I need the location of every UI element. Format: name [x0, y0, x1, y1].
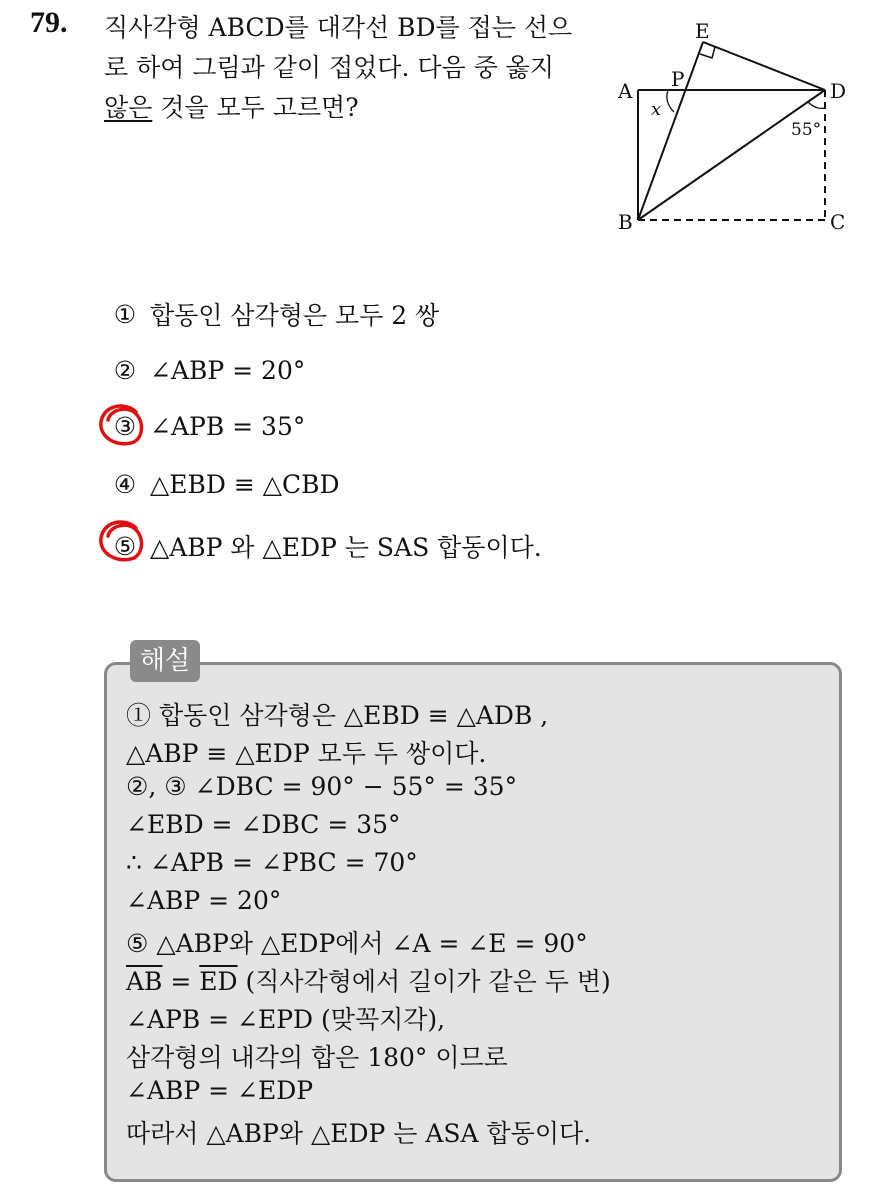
label-55: 55° [791, 120, 822, 140]
solution-line: ∠APB = ∠EPD (맞꼭지각), [126, 1005, 446, 1034]
overline-rest: (직사각형에서 길이가 같은 두 변) [237, 967, 611, 996]
diagonal-BD [638, 90, 825, 220]
segment-ED [703, 42, 825, 90]
equals: = [162, 967, 200, 996]
choice-number: ① [113, 299, 137, 329]
solution-line: 따라서 △ABP와 △EDP 는 ASA 합동이다. [126, 1119, 592, 1148]
question-number: 79. [30, 6, 68, 39]
choice-text: 합동인 삼각형은 모두 2 쌍 [150, 301, 440, 330]
question-line-3-rest: 것을 모두 고르면? [160, 93, 359, 122]
angle-x-arc [667, 90, 674, 112]
choice-number: ④ [113, 470, 137, 499]
choice-text: △ABP 와 △EDP 는 SAS 합동이다. [150, 533, 542, 562]
solution-line: ⑤ △ABP와 △EDP에서 ∠A = ∠E = 90° [126, 929, 588, 958]
question-text [104, 8, 594, 128]
solution-line: ∠ABP = 20° [126, 886, 282, 915]
solution-line-overline [126, 962, 611, 998]
underlined-word: 않은 [104, 93, 153, 122]
solution-line: ∠ABP = ∠EDP [126, 1076, 314, 1105]
solution-line: ∴ ∠APB = ∠PBC = 70° [126, 848, 418, 877]
solution-line: ∠EBD = ∠DBC = 35° [126, 810, 401, 839]
choice-text: ∠ABP = 20° [150, 356, 306, 385]
choice-4[interactable] [108, 470, 340, 499]
label-x: x [651, 99, 662, 120]
label-E: E [695, 19, 710, 43]
question-line-1: 직사각형 ABCD를 대각선 BD를 접는 선으 [104, 13, 573, 42]
question-line-2: 로 하여 그림과 같이 접었다. 다음 중 옳지 [104, 53, 554, 82]
choice-text: ∠APB = 35° [150, 412, 306, 441]
question-line-3 [104, 88, 594, 128]
choice-1[interactable] [108, 296, 439, 332]
choice-number: ② [113, 356, 137, 385]
choice-2[interactable] [108, 356, 305, 385]
label-A: A [618, 79, 633, 103]
solution-line: △ABP ≡ △EDP 모두 두 쌍이다. [126, 739, 487, 768]
choice-number: ⑤ [113, 531, 137, 561]
choice-text: △EBD ≡ △CBD [150, 470, 340, 499]
label-C: C [830, 210, 846, 234]
red-circle-mark-icon [96, 518, 148, 566]
solution-line: ① 합동인 삼각형은 △EBD ≡ △ADB , [126, 701, 549, 730]
label-D: D [830, 79, 847, 103]
solution-line: ②, ③ ∠DBC = 90° − 55° = 35° [126, 772, 518, 801]
segment-AB: $\overline{AB}$ [126, 967, 163, 996]
choice-number: ③ [113, 412, 137, 441]
solution-line: 삼각형의 내각의 합은 180° 이므로 [126, 1043, 508, 1072]
solution-label: 해설 [130, 640, 200, 682]
segment-ED: $\overline{ED}$ [199, 967, 238, 996]
red-circle-mark-icon [96, 402, 148, 450]
folded-rectangle-figure [608, 14, 870, 244]
choice-5[interactable] [108, 528, 542, 564]
label-P: P [671, 67, 685, 91]
right-angle-mark [700, 47, 715, 58]
angle-55-arc [808, 102, 825, 108]
choice-3[interactable] [108, 412, 305, 441]
label-B: B [618, 210, 633, 234]
